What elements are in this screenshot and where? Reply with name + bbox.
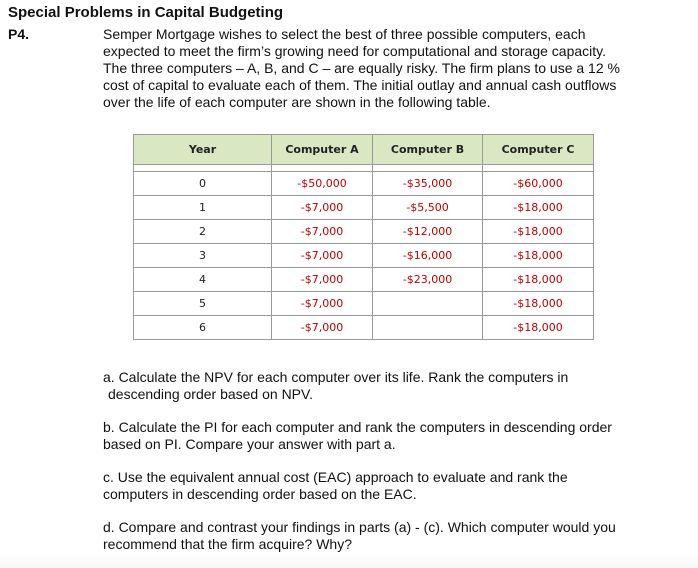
computer-a-cell: -$7,000 (272, 196, 373, 220)
question-line: c. Use the equivalent annual cost (EAC) approach to evaluate and rank the (103, 469, 568, 485)
computer-b-cell: -$16,000 (373, 244, 483, 268)
year-cell: 2 (134, 220, 272, 244)
computer-b-cell: -$35,000 (373, 172, 483, 196)
computer-a-cell: -$7,000 (272, 292, 373, 316)
computer-b-cell: -$23,000 (373, 268, 483, 292)
question-b (103, 419, 673, 453)
question-line: d. Compare and contrast your findings in parts (a) - (c). Which computer would you (103, 519, 616, 535)
question-c (103, 469, 673, 503)
table-row (134, 220, 594, 244)
question-a (103, 369, 673, 403)
intro-line: Semper Mortgage wishes to select the best of three possible computers, each (103, 26, 586, 42)
table-row (134, 172, 594, 196)
table-row (134, 292, 594, 316)
computer-a-cell: -$50,000 (272, 172, 373, 196)
column-header-computer-c: Computer C (483, 135, 594, 165)
question-d (103, 519, 673, 553)
question-line: a. Calculate the NPV for each computer over its life. Rank the computers in (103, 369, 569, 385)
computer-c-cell: -$18,000 (483, 220, 594, 244)
table-row (134, 268, 594, 292)
question-line: computers in descending order based on the EAC. (103, 486, 417, 502)
computer-b-cell: -$12,000 (373, 220, 483, 244)
column-header-year: Year (134, 135, 272, 165)
computer-c-cell: -$18,000 (483, 244, 594, 268)
question-line: descending order based on NPV. (108, 386, 313, 402)
year-cell: 3 (134, 244, 272, 268)
computer-c-cell: -$18,000 (483, 268, 594, 292)
computer-c-cell: -$18,000 (483, 316, 594, 340)
intro-line: The three computers – A, B, and C – are equally risky. The firm plans to use a 12 % (103, 60, 620, 76)
question-line: based on PI. Compare your answer with part a. (103, 436, 396, 452)
computer-c-cell: -$18,000 (483, 196, 594, 220)
year-cell: 1 (134, 196, 272, 220)
computer-b-cell (373, 316, 483, 340)
year-cell: 5 (134, 292, 272, 316)
problem-statement (103, 26, 663, 111)
computer-c-cell: -$60,000 (483, 172, 594, 196)
computer-a-cell: -$7,000 (272, 244, 373, 268)
page-title: Special Problems in Capital Budgeting (8, 4, 284, 21)
table-spacer-row (134, 165, 594, 172)
computer-c-cell: -$18,000 (483, 292, 594, 316)
computer-a-cell: -$7,000 (272, 316, 373, 340)
computer-a-cell: -$7,000 (272, 268, 373, 292)
question-line: b. Calculate the PI for each computer and rank the computers in descending order (103, 419, 612, 435)
table-row (134, 244, 594, 268)
intro-line: over the life of each computer are shown in the following table. (103, 94, 491, 110)
problem-number: P4. (8, 26, 30, 42)
question-line: recommend that the firm acquire? Why? (103, 536, 352, 552)
cash-flow-table (133, 134, 594, 340)
table-row (134, 196, 594, 220)
table-row (134, 316, 594, 340)
computer-b-cell: -$5,500 (373, 196, 483, 220)
year-cell: 4 (134, 268, 272, 292)
column-header-computer-b: Computer B (373, 135, 483, 165)
intro-line: expected to meet the firm’s growing need for computational and storage capacity. (103, 43, 606, 59)
page-bottom-shade (0, 552, 698, 568)
year-cell: 0 (134, 172, 272, 196)
computer-b-cell (373, 292, 483, 316)
table-header-row (134, 135, 594, 165)
intro-line: cost of capital to evaluate each of them. The initial outlay and annual cash outflows (103, 77, 617, 93)
computer-a-cell: -$7,000 (272, 220, 373, 244)
year-cell: 6 (134, 316, 272, 340)
column-header-computer-a: Computer A (272, 135, 373, 165)
